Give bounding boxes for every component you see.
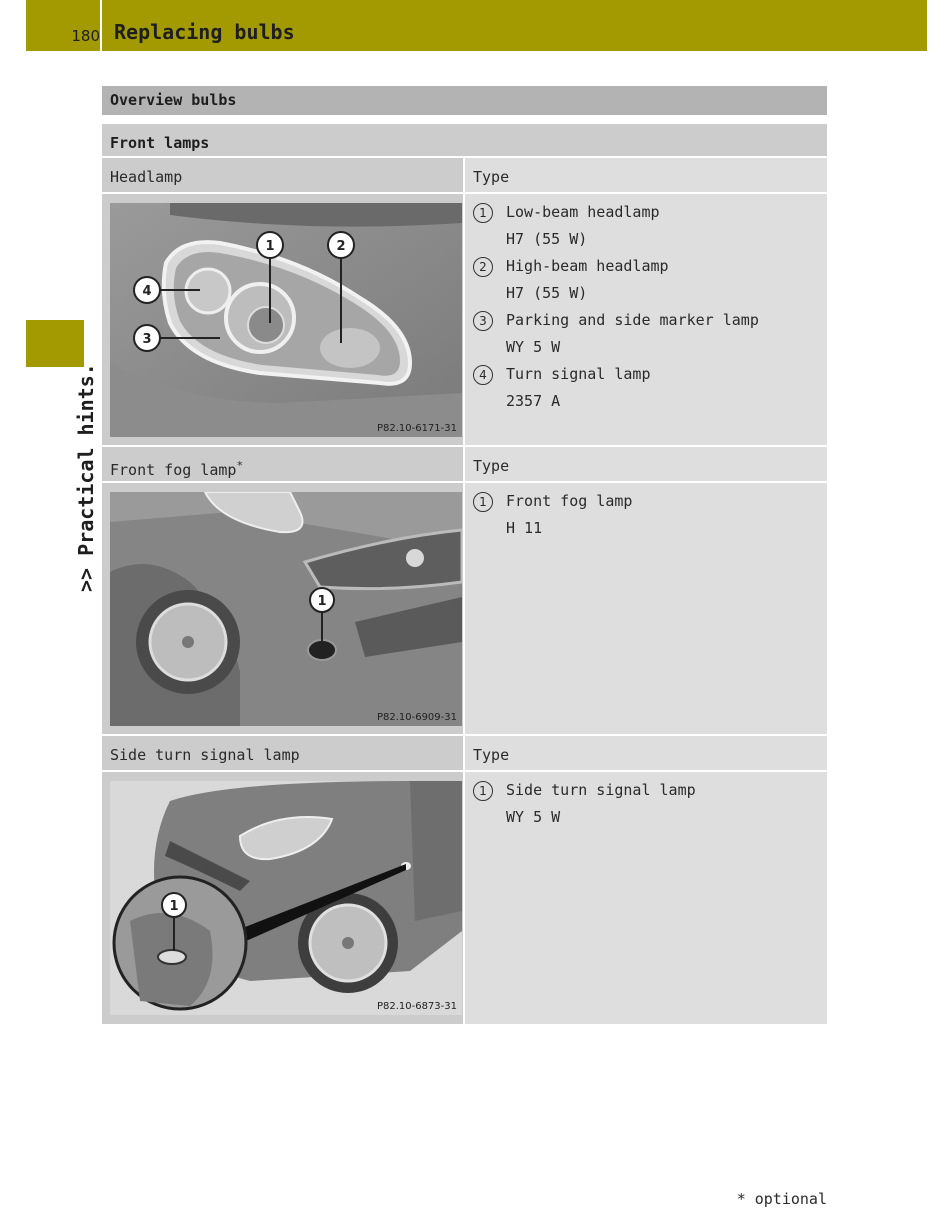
svg-text:4: 4 <box>142 284 152 299</box>
chapter-label: >> Practical hints. <box>74 363 98 592</box>
section-label: Side turn signal lamp <box>102 736 463 770</box>
list-item <box>473 256 827 304</box>
header-divider <box>100 0 102 51</box>
page-number: 180 <box>71 27 100 45</box>
footnote: * optional <box>736 1190 827 1208</box>
headlamp-illustration <box>110 203 462 437</box>
section-label: Front fog lamp* <box>102 447 463 481</box>
list-item <box>473 780 827 828</box>
type-column-label: Type <box>465 736 827 770</box>
bulb-table <box>102 124 827 1024</box>
section-label: Headlamp <box>102 158 463 192</box>
bulb-name: High-beam headlamp <box>506 257 669 275</box>
svg-text:2: 2 <box>336 239 346 254</box>
overview-heading: Overview bulbs <box>102 86 827 115</box>
fog-lamp-illustration <box>110 492 462 726</box>
bulb-spec: H7 (55 W) <box>506 230 588 248</box>
image-cell <box>102 194 463 445</box>
type-cell <box>465 483 827 734</box>
bulb-spec: H7 (55 W) <box>506 284 588 302</box>
image-cell <box>102 772 463 1024</box>
footnote-mark: * <box>236 459 244 472</box>
callout-number: 1 <box>473 492 493 512</box>
chapter-tab-marker <box>26 320 84 367</box>
image-cell <box>102 483 463 734</box>
callout-number: 1 <box>473 781 493 801</box>
callout-number: 2 <box>473 257 493 277</box>
bulb-name: Parking and side marker lamp <box>506 311 759 329</box>
image-reference-code: P82.10-6873-31 <box>376 1001 457 1012</box>
bulb-name: Side turn signal lamp <box>506 781 696 799</box>
list-item <box>473 202 827 250</box>
section-header-fog-lamp <box>102 447 827 483</box>
list-item <box>473 310 827 358</box>
bulb-spec: WY 5 W <box>506 338 561 356</box>
side-turn-signal-illustration <box>110 781 462 1015</box>
bulb-name: Front fog lamp <box>506 492 633 510</box>
type-column-label: Type <box>465 158 827 192</box>
bulb-spec: H 11 <box>506 519 543 537</box>
section-header-headlamp <box>102 158 827 194</box>
table-title: Front lamps <box>102 124 827 158</box>
section-body-fog-lamp <box>102 483 827 736</box>
bulb-spec: 2357 A <box>506 392 561 410</box>
svg-text:3: 3 <box>142 332 152 347</box>
callout-number: 4 <box>473 365 493 385</box>
callout-number: 1 <box>473 203 493 223</box>
bulb-spec: WY 5 W <box>506 808 561 826</box>
list-item <box>473 364 827 412</box>
callout-number: 3 <box>473 311 493 331</box>
image-reference-code: P82.10-6909-31 <box>376 712 457 723</box>
section-body-headlamp <box>102 194 827 447</box>
page-header <box>26 0 927 51</box>
section-header-side-turn-signal <box>102 736 827 772</box>
type-cell <box>465 194 827 445</box>
page-title: Replacing bulbs <box>114 20 295 44</box>
section-body-side-turn-signal <box>102 772 827 1024</box>
list-item <box>473 491 827 539</box>
bulb-name: Turn signal lamp <box>506 365 651 383</box>
type-column-label: Type <box>465 447 827 481</box>
bulb-name: Low-beam headlamp <box>506 203 660 221</box>
svg-text:1: 1 <box>265 239 275 254</box>
svg-text:1: 1 <box>317 594 327 609</box>
image-reference-code: P82.10-6171-31 <box>376 423 457 434</box>
svg-text:1: 1 <box>169 899 179 914</box>
type-cell <box>465 772 827 1024</box>
